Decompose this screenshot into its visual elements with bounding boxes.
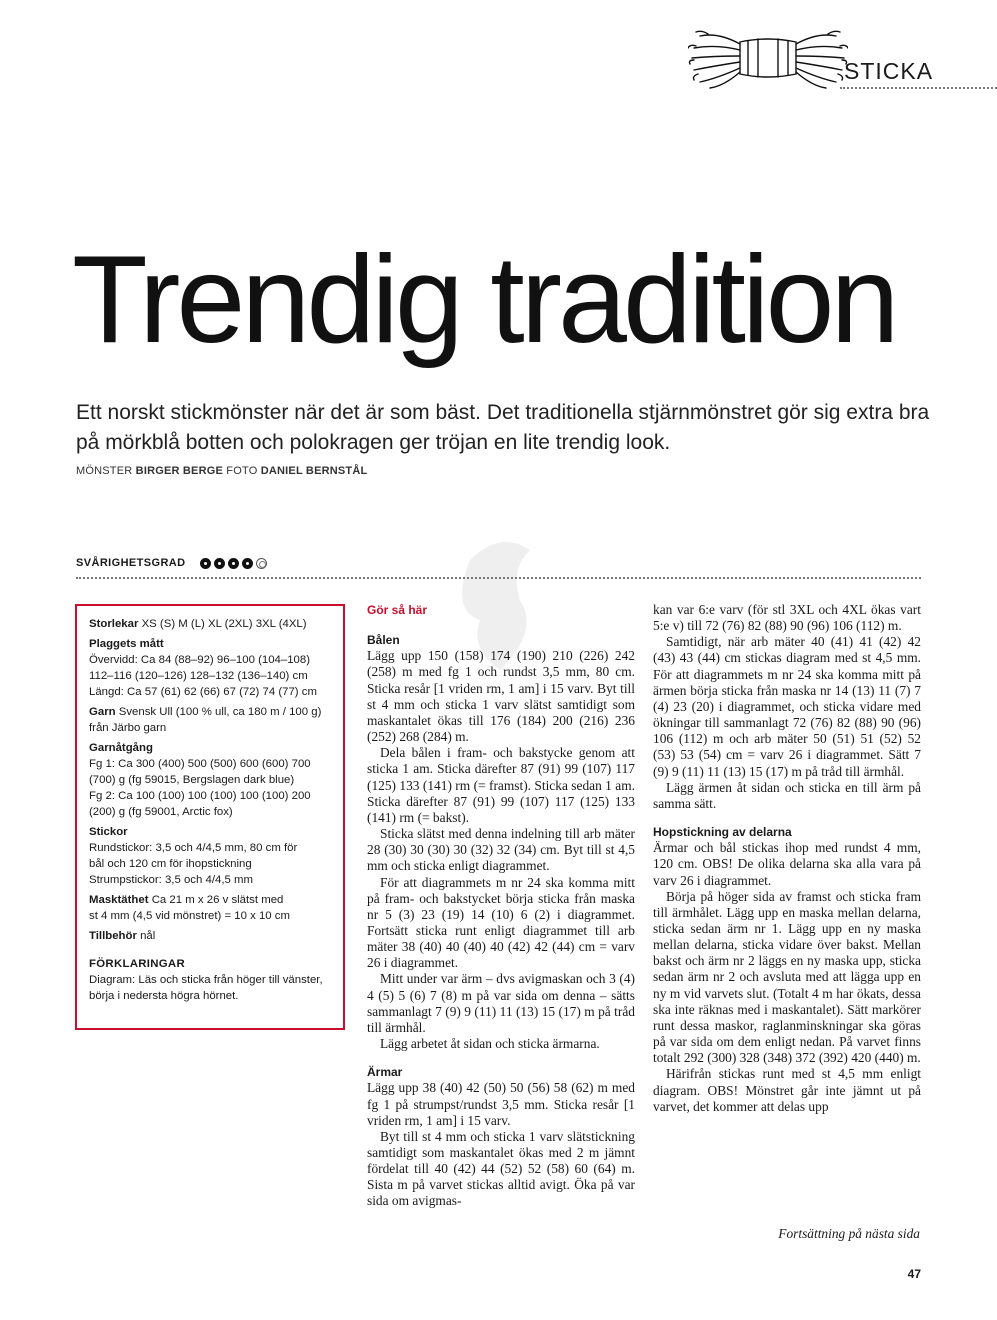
yarn-value: Svensk Ull (100 % ull, ca 180 m / 100 g) från Järbo garn (89, 706, 322, 734)
difficulty-dot-empty (256, 558, 267, 569)
explanations-label: FÖRKLARINGAR (89, 958, 185, 970)
sleeves-continued-paragraph: Lägg ärmen åt sidan och sticka en till ärm på samma sätt. (653, 779, 921, 811)
yarn-row (89, 704, 331, 736)
amount-label: Garnåtgång (89, 742, 153, 754)
accessories-label: Tillbehör (89, 930, 137, 942)
pattern-info-box (75, 604, 345, 1030)
amount-line: Fg 1: Ca 300 (400) 500 (500) 600 (600) 700 (89, 758, 311, 770)
gauge-line: st 4 mm (4,5 vid mönstret) = 10 x 10 cm (89, 910, 290, 922)
needles-line: Rundstickor: 3,5 och 4/4,5 mm, 80 cm för (89, 842, 298, 854)
body-paragraph: Lägg arbetet åt sidan och sticka ärmarna. (380, 1036, 600, 1052)
measurement-line: Längd: Ca 57 (61) 62 (66) 67 (72) 74 (77) cm (89, 686, 317, 698)
instructions-column-1 (367, 602, 635, 1210)
measurement-line: Övervidd: Ca 84 (88–92) 96–100 (104–108) (89, 654, 310, 666)
page-title: Trendig tradition (72, 231, 896, 369)
sleeves-paragraph: Byt till st 4 mm och sticka 1 varv slätstickning samtidigt som maskantalet ökas med 2 m jämnt fördelat till 40 (42) 44 (52) 52 (58) 60 (64) m. Sista m på varvet stickas alltid avigt. Öka på var sida om avigmas- (367, 1128, 635, 1209)
needles-line: Strumpstickor: 3,5 och 4/4,5 mm (89, 874, 253, 886)
measurements-label: Plaggets mått (89, 638, 164, 650)
body-paragraph: Lägg upp 150 (158) 174 (190) 210 (226) 242 (258) m med fg 1 och rundst 3,5 mm, 80 cm. Sticka resår [1 vriden rm, 1 am] i 15 varv. Byt till st 4 mm och sticka 1 varv slätst samtidigt som maskantalet ökas till 176 (184) 200 (216) 236 (252) 268 (284) m. (367, 648, 635, 745)
pattern-author: BIRGER BERGE (135, 465, 224, 477)
sleeves-heading: Ärmar (367, 1065, 403, 1080)
body-paragraph: För att diagrammets m nr 24 ska komma mitt på fram- och bakstycket börja sticka från maska nr 5 (3) 23 (19) 14 (10) 6 (2) i diagrammet. Fortsätt sticka runt enligt diagrammet till arb mäter 38 (40) 40 (40) 40 (42) 42 (44) cm = varv 26 i diagrammet. (367, 874, 635, 971)
gauge-line: Ca 21 m x 26 v slätst med (151, 894, 284, 906)
assembly-paragraph: Ärmar och bål stickas ihop med rundst 4 mm, 120 cm. OBS! De olika delarna ska alla vara på varv 26 i diagrammet. (653, 840, 921, 888)
amount-line: (200) g (fg 59001, Arctic fox) (89, 806, 233, 818)
body-paragraph: Sticka slätst med denna indelning till arb mäter 28 (30) 30 (30) 30 (32) 32 (34) cm. Byt till st 4,5 mm och sticka enligt diagrammet. (367, 826, 635, 874)
section-label: STICKA (844, 58, 934, 84)
yarn-label: Garn (89, 706, 116, 718)
continued-note: Fortsättning på nästa sida (778, 1226, 920, 1241)
amount-lines (89, 756, 331, 820)
sizes-value: XS (S) M (L) XL (2XL) 3XL (4XL) (141, 618, 307, 630)
gauge-row (89, 892, 331, 924)
body-paragraph: Dela bålen i fram- och bakstycke genom att sticka 1 am. Sticka därefter 87 (91) 99 (107) 117 (125) 133 (141) rm (= framst). Sticka sedan 1 am. Sticka därefter 87 (91) 99 (107) 117 (125) 133 (141) rm (= bakst). (367, 745, 635, 825)
instructions-column-2 (653, 602, 921, 1115)
sleeves-continued-paragraph: Samtidigt, när arb mäter 40 (41) 41 (42) 42 (43) 43 (44) cm stickas diagram med st 4,5 mm. För att diagrammets m nr 24 ska komma mitt på ärmen börja sticka från maska nr 14 (13) 11 (7) 7 (4) 23 (20) i diagrammet, och sticka vidare med ökningar till sammanlagt 72 (76) 82 (88) 90 (96) 106 (112) m och arb mäter 50 (51) 51 (52) 52 (53) 53 (54) cm = varv 26 i diagrammet. Sätt 7 (9) 9 (11) 11 (13) 15 (17) m på tråd till ärmhål. (653, 634, 921, 779)
measurements-lines (89, 652, 331, 700)
amount-line: Fg 2: Ca 100 (100) 100 (100) 100 (100) 200 (89, 790, 311, 802)
needles-label: Stickor (89, 826, 128, 838)
difficulty-divider (76, 577, 921, 579)
photo-author: DANIEL BERNSTÅL (260, 465, 368, 477)
section-divider (840, 87, 997, 89)
difficulty-dot-filled (228, 558, 239, 569)
needles-line: bål och 120 cm för ihopstickning (89, 858, 252, 870)
accessories-row (89, 928, 331, 944)
sizes-row (89, 616, 331, 632)
accessories-value: nål (140, 930, 156, 942)
page-number: 47 (907, 1267, 921, 1281)
instructions-heading: Gör så här (367, 603, 428, 617)
pattern-label: MÖNSTER (76, 465, 133, 477)
sleeves-paragraph: Lägg upp 38 (40) 42 (50) 50 (56) 58 (62) m med fg 1 på strumpst/rundst 3,5 mm. Sticka resår [1 vriden rm, 1 am] i 15 varv. (367, 1080, 635, 1128)
explanations-value: Diagram: Läs och sticka från höger till vänster, börja i nedersta högra hörnet. (89, 974, 323, 1002)
difficulty-dots (200, 558, 267, 569)
lead-text: Ett norskt stickmönster när det är som bäst. Det traditionella stjärnmönstret gör sig extra bra på mörkblå botten och polokragen ger tröjan en lite trendig look. (76, 401, 930, 454)
assembly-paragraph: Härifrån stickas runt med st 4,5 mm enligt diagram. OBS! Mönstret går inte jämnt ut på varvet, det kommer att delas upp (653, 1066, 921, 1114)
difficulty-dot-filled (200, 558, 211, 569)
measurement-line: 112–116 (120–126) 128–132 (136–140) cm (89, 670, 308, 682)
sizes-label: Storlekar (89, 618, 139, 630)
difficulty-dot-filled (242, 558, 253, 569)
gauge-label: Masktäthet (89, 894, 149, 906)
needles-lines (89, 840, 331, 888)
assembly-paragraph: Börja på höger sida av framst och sticka fram till ärmhålet. Lägg upp en maska mellan delarna, sticka sedan ärm nr 1. Lägg upp en ny maska mellan delarna, sticka vidare över bakst. Mellan bakst och ärm nr 2 läggs en ny maska upp, sticka sedan ärm nr 2 och avsluta med att lägga upp en ny m vid varvets slut. (Totalt 4 m har ökats, dessa ska inte räknas med i maskantalet). Sätt markörer runt dessa maskor, raglanminskningar ska göras på var sida om dem enligt nedan. På varvet finns totalt 292 (300) 328 (348) 372 (392) 420 (440) m. (653, 888, 921, 1066)
yarn-skein-icon (688, 22, 848, 94)
assembly-heading: Hopstickning av delarna (653, 825, 792, 840)
amount-line: (700) g (fg 59015, Bergslagen dark blue) (89, 774, 295, 786)
body-paragraph: Mitt under var ärm – dvs avigmaskan och 3 (4) 4 (5) 5 (6) 7 (8) m på var sida om denna – sätts sammanlagt 7 (9) 9 (11) 11 (13) 15 (17) m på tråd till ärmhål. (367, 971, 635, 1035)
difficulty-rating (76, 557, 267, 569)
sleeves-continued-paragraph: kan var 6:e varv (för stl 3XL och 4XL ökas vart 5:e v) till 72 (76) 82 (88) 90 (96) 106 (112) m. (653, 602, 921, 634)
body-heading: Bålen (367, 633, 400, 648)
photo-label: FOTO (226, 465, 258, 477)
credits (76, 465, 367, 477)
difficulty-dot-filled (214, 558, 225, 569)
difficulty-label: SVÅRIGHETSGRAD (76, 557, 186, 569)
